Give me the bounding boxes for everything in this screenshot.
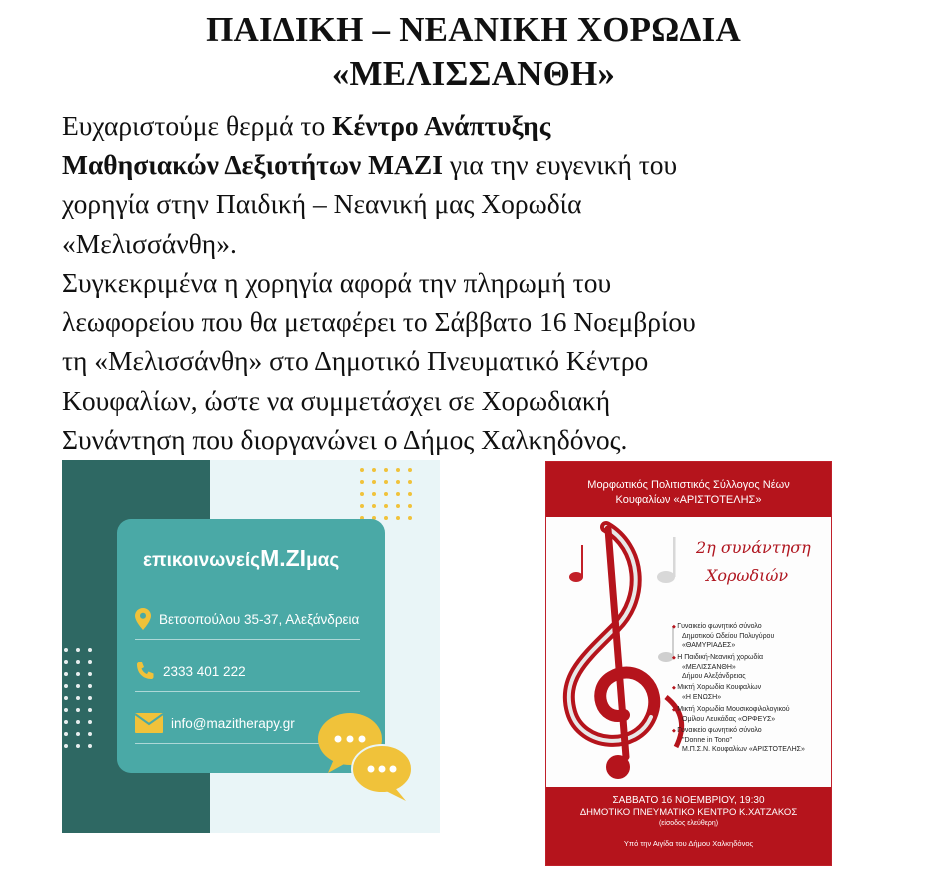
- brand-name: [143, 545, 339, 572]
- list-item-line: «Η ΕΝΩΣΗ»: [682, 694, 722, 702]
- text: Συνάντηση που διοργανώνει ο Δήμος Χαλκηδόνος.: [62, 423, 628, 455]
- decorative-dots: [360, 468, 412, 520]
- sponsor-name-part1: Κέντρο Ανάπτυξης: [332, 110, 551, 141]
- poster-title: 2η συνάντηση: [696, 538, 811, 557]
- main-title-line1: ΠΑΙΔΙΚΗ – ΝΕΑΝΙΚΗ ΧΟΡΩΔΙΑ: [206, 10, 741, 49]
- text: Ευχαριστούμε θερμά το: [62, 110, 333, 141]
- address-row: [135, 599, 360, 640]
- details-paragraph: [62, 263, 922, 459]
- list-item: [672, 622, 828, 651]
- text: λεωφορείου που θα μεταφέρει το Σάββατο 16 Νοεμβρίου: [62, 306, 696, 338]
- list-item-line: ◆ Μικτή Χορωδία Μουσικοφιλολογικού: [672, 705, 828, 715]
- brand-text: επικοινωνείς: [143, 550, 261, 571]
- list-item-line: «ΜΕΛΙΣΣΑΝΘΗ»: [682, 663, 736, 671]
- text: τη «Μελισσάνθη» στο Δημοτικό Πνευματικό Κέντρο: [62, 345, 649, 377]
- brand-text: μας: [306, 550, 340, 571]
- chat-bubbles-icon: [316, 705, 416, 805]
- list-item-line: "Donne in Tono": [682, 737, 732, 745]
- main-title-line2: «ΜΕΛΙΣΣΑΝΘΗ»: [331, 54, 616, 93]
- list-item: [672, 726, 828, 755]
- patronage-note: Υπό την Αιγίδα του Δήμου Χαλκηδόνος: [623, 839, 754, 848]
- decorative-dots: [64, 648, 92, 748]
- text: Κουφαλίων, ώστε να συμμετάσχει σε Χορωδιακή: [62, 384, 611, 416]
- list-item-line: ◆ Γυναικείο φωνητικό σύνολο: [672, 622, 828, 632]
- list-item-line: ◆ Γυναικείο φωνητικό σύνολο: [672, 726, 828, 736]
- poster-choir-list: [672, 622, 828, 757]
- choir-event-poster: [545, 461, 832, 866]
- sponsor-contact-card: [62, 460, 440, 833]
- list-item-line: ◆ Η Παιδική-Νεανική χορωδία: [672, 653, 828, 663]
- poster-organizer: Μορφωτικός Πολιτιστικός Σύλλογος Νέων: [587, 479, 790, 491]
- event-venue: ΔΗΜΟΤΙΚΟ ΠΝΕΥΜΑΤΙΚΟ ΚΕΝΤΡΟ Κ.ΧΑΤΖΑΚΟΣ: [579, 807, 798, 818]
- text: για την ευγενική του: [442, 149, 678, 181]
- list-item-line: Μ.Π.Σ.Ν. Κουφαλίων «ΑΡΙΣΤΟΤΕΛΗΣ»: [682, 746, 805, 754]
- location-pin-icon: [135, 608, 151, 630]
- poster-header: [546, 462, 831, 517]
- text: Συγκεκριμένα η χορηγία αφορά την πληρωμή του: [62, 267, 612, 298]
- address-text: Βετσοπούλου 35-37, Αλεξάνδρεια: [159, 611, 360, 627]
- poster-organizer: Κουφαλίων «ΑΡΙΣΤΟΤΕΛΗΣ»: [615, 494, 762, 506]
- poster-title: Χορωδιών: [706, 566, 789, 585]
- email-text[interactable]: info@mazitherapy.gr: [171, 715, 295, 731]
- list-item-line: Δήμου Αλεξάνδρειας: [682, 673, 746, 681]
- list-item: [672, 653, 828, 682]
- list-item-line: «ΘΑΜΥΡΙΑΔΕΣ»: [682, 642, 736, 650]
- brand-logo-text: Μ.ΖΙ: [260, 545, 307, 571]
- list-item-line: ◆ Μικτή Χορωδία Κουφαλίων: [672, 683, 828, 693]
- text: «Μελισσάνθη».: [62, 227, 237, 259]
- phone-row: [135, 651, 360, 692]
- poster-footer: [546, 787, 831, 865]
- event-date: ΣΑΒΒΑΤΟ 16 ΝΟΕΜΒΡΙΟΥ, 19:30: [612, 795, 765, 806]
- sponsor-name-part2: Μαθησιακών Δεξιοτήτων ΜΑΖΙ: [62, 149, 443, 181]
- list-item: [672, 705, 828, 724]
- envelope-icon: [135, 713, 163, 733]
- entry-note: (είσοδος ελεύθερη): [658, 820, 719, 827]
- text: χορηγία στην Παιδική – Νεανική μας Χορωδία: [62, 188, 582, 220]
- list-item-line: Ομίλου Λευκάδας «ΟΡΦΕΥΣ»: [682, 715, 776, 723]
- list-item-line: Δημοτικού Ωδείου Πολυγύρου: [682, 633, 775, 641]
- list-item: [672, 683, 828, 702]
- phone-text[interactable]: 2333 401 222: [163, 663, 246, 679]
- phone-icon: [135, 661, 155, 681]
- thanks-paragraph: [62, 106, 922, 263]
